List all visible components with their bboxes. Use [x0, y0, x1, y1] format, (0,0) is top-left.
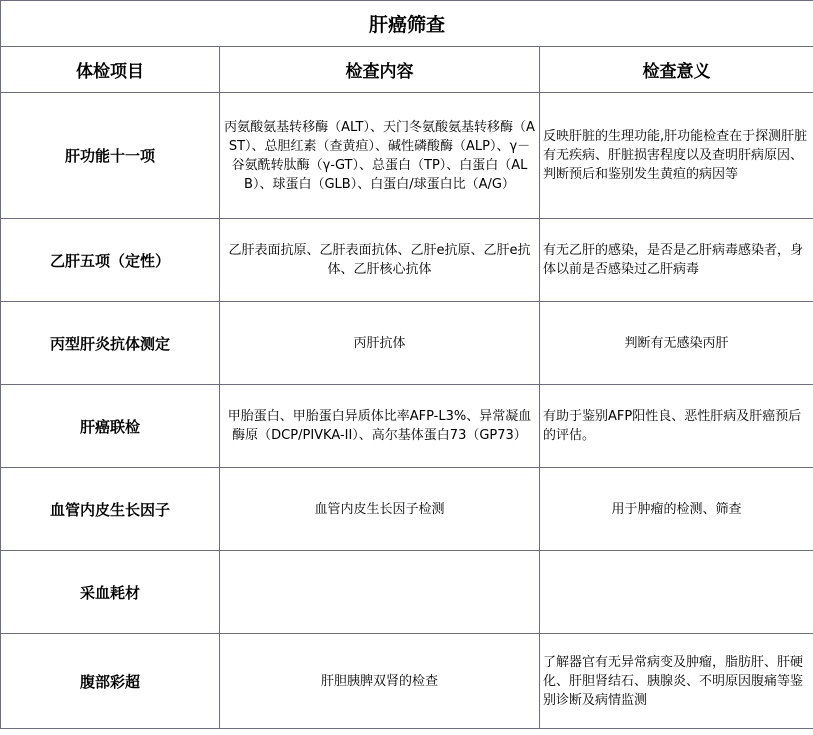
meaning-cell: 用于肿瘤的检测、筛查 — [540, 468, 813, 551]
item-cell: 采血耗材 — [1, 551, 220, 634]
item-cell: 肝功能十一项 — [1, 93, 220, 219]
item-cell: 腹部彩超 — [1, 634, 220, 729]
table-row — [1, 302, 813, 385]
meaning-cell: 有无乙肝的感染，是否是乙肝病毒感染者，身体以前是否感染过乙肝病毒 — [540, 219, 813, 302]
title-row — [1, 1, 813, 47]
column-header-content: 检查内容 — [220, 47, 540, 93]
meaning-cell: 有助于鉴别AFP阳性良、恶性肝病及肝癌预后的评估。 — [540, 385, 813, 468]
content-cell: 乙肝表面抗原、乙肝表面抗体、乙肝e抗原、乙肝e抗体、乙肝核心抗体 — [220, 219, 540, 302]
content-cell: 肝胆胰脾双肾的检查 — [220, 634, 540, 729]
meaning-cell: 判断有无感染丙肝 — [540, 302, 813, 385]
meaning-cell: 反映肝脏的生理功能,肝功能检查在于探测肝脏有无疾病、肝脏损害程度以及查明肝病原因、判断预后和鉴别发生黄疸的病因等 — [540, 93, 813, 219]
content-cell: 丙氨酸氨基转移酶（ALT）、天门冬氨酸氨基转移酶（AST）、总胆红素（查黄疸）、碱性磷酸酶（ALP）、γ－谷氨酰转肽酶（γ-GT）、总蛋白（TP）、白蛋白（ALB）、球蛋白（GLB）、白蛋白/球蛋白比（A/G） — [220, 93, 540, 219]
item-cell: 血管内皮生长因子 — [1, 468, 220, 551]
content-cell: 丙肝抗体 — [220, 302, 540, 385]
table-row — [1, 551, 813, 634]
item-cell: 肝癌联检 — [1, 385, 220, 468]
item-cell: 丙型肝炎抗体测定 — [1, 302, 220, 385]
meaning-cell — [540, 551, 813, 634]
content-cell — [220, 551, 540, 634]
meaning-cell: 了解器官有无异常病变及肿瘤，脂肪肝、肝硬化、肝胆肾结石、胰腺炎、不明原因腹痛等鉴别诊断及病情监测 — [540, 634, 813, 729]
content-cell: 血管内皮生长因子检测 — [220, 468, 540, 551]
header-row — [1, 47, 813, 93]
table-row — [1, 468, 813, 551]
column-header-item: 体检项目 — [1, 47, 220, 93]
table-row — [1, 93, 813, 219]
column-header-meaning: 检查意义 — [540, 47, 813, 93]
table-title: 肝癌筛查 — [1, 1, 813, 47]
item-cell: 乙肝五项（定性） — [1, 219, 220, 302]
table-row — [1, 634, 813, 729]
content-cell: 甲胎蛋白、甲胎蛋白异质体比率AFP-L3%、异常凝血酶原（DCP/PIVKA-II）、高尔基体蛋白73（GP73） — [220, 385, 540, 468]
table-row — [1, 385, 813, 468]
table-row — [1, 219, 813, 302]
